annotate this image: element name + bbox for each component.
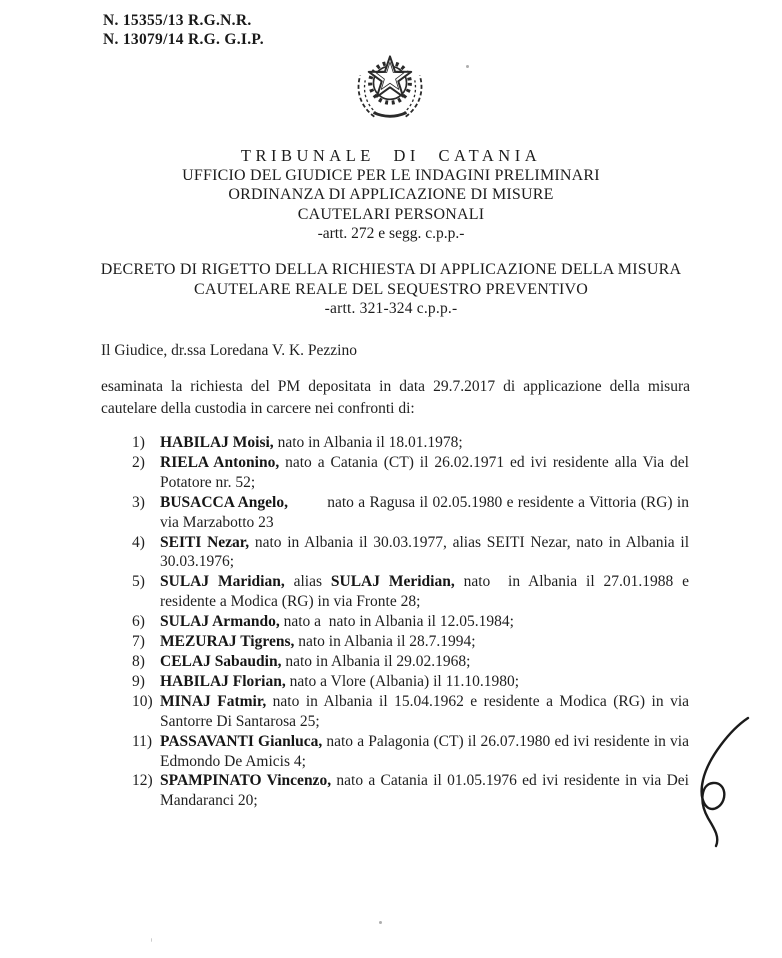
- defendant-number: 4): [132, 533, 145, 551]
- case-number-block: [103, 11, 264, 49]
- defendant-name: SULAJ Maridian,: [160, 573, 285, 591]
- articles-reference-321-324: -artt. 321-324 c.p.p.-: [324, 300, 458, 317]
- defendant-text: [160, 673, 519, 690]
- defendant-name: MEZURAJ Tigrens,: [160, 633, 295, 651]
- court-header: [0, 146, 782, 244]
- defendant-item: [132, 612, 689, 632]
- defendant-number: 5): [132, 573, 145, 591]
- judge-line: Il Giudice, dr.ssa Loredana V. K. Pezzino: [101, 342, 357, 359]
- defendant-number: 2): [132, 453, 145, 471]
- defendant-text: [160, 693, 689, 730]
- defendant-details: nato a Ragusa il 02.05.1980 e residente a Vittoria (RG) in via Marzabotto 23: [160, 493, 689, 531]
- defendant-item: [132, 433, 689, 453]
- scan-speck: [466, 65, 469, 68]
- defendant-item: [132, 572, 689, 612]
- defendant-number: 3): [132, 493, 145, 511]
- defendant-item: [132, 533, 689, 573]
- intro-paragraph: esaminata la richiesta del PM depositata in data 29.7.2017 di applicazione della misura cautelare della custodia in carcere nei confronti di:: [101, 378, 690, 417]
- case-number-rgnr: N. 15355/13 R.G.N.R.: [103, 12, 252, 29]
- ordinance-line: ORDINANZA DI APPLICAZIONE DI MISURE: [228, 186, 554, 203]
- defendant-details: nato a Palagonia (CT) il 26.07.1980 ed ivi residente in via Edmondo De Amicis 4;: [160, 732, 689, 770]
- handwritten-pen-mark: [686, 714, 766, 854]
- defendant-name: BUSACCA Angelo,: [160, 493, 288, 511]
- defendant-name: HABILAJ Florian,: [160, 672, 286, 690]
- defendant-name: RIELA Antonino,: [160, 453, 280, 471]
- defendant-number: 9): [132, 672, 145, 690]
- articles-reference-272: -artt. 272 e segg. c.p.p.-: [317, 225, 465, 242]
- defendant-details: nato in Albania il 30.03.1977, alias SEITI Nezar, nato in Albania il 30.03.1976;: [160, 533, 689, 571]
- defendant-item: [132, 732, 689, 772]
- defendant-text: [160, 633, 476, 650]
- defendant-name: SULAJ Meridian,: [330, 573, 455, 591]
- defendant-name: MINAJ Fatmir,: [160, 692, 267, 710]
- defendant-details: nato a nato in Albania il 12.05.1984;: [279, 613, 514, 631]
- defendant-text: [160, 573, 689, 610]
- defendant-text: [160, 653, 470, 670]
- defendant-text: [160, 494, 689, 531]
- defendant-number: 10): [132, 692, 153, 710]
- defendant-details: nato in Albania il 18.01.1978;: [273, 434, 463, 451]
- defendant-name: HABILAJ Moisi,: [160, 434, 274, 451]
- decree-title-line2: CAUTELARE REALE DEL SEQUESTRO PREVENTIVO: [193, 280, 589, 298]
- defendant-details: nato in Albania il 27.01.1988 e residente a Modica (RG) in via Fronte 28;: [160, 573, 690, 611]
- defendant-number: 6): [132, 613, 145, 631]
- defendant-number: 11): [132, 732, 153, 750]
- defendant-text: [160, 534, 689, 571]
- defendant-text: [160, 733, 689, 770]
- defendant-text: [160, 454, 689, 491]
- defendants-list: [132, 433, 689, 811]
- court-office-line: UFFICIO DEL GIUDICE PER LE INDAGINI PRELIMINARI: [182, 166, 600, 184]
- defendant-details: nato a Catania (CT) il 26.02.1971 ed ivi residente alla Via del Potatore nr. 52;: [160, 453, 689, 491]
- decree-title-line1: DECRETO DI RIGETTO DELLA RICHIESTA DI APPLICAZIONE DELLA MISURA: [100, 261, 682, 278]
- defendant-text: [160, 772, 689, 809]
- defendant-details: nato a Vlore (Albania) il 11.10.1980;: [285, 672, 520, 690]
- defendant-text: [160, 434, 463, 451]
- defendant-item: [132, 672, 689, 692]
- defendant-number: 12): [132, 772, 153, 790]
- italian-republic-emblem-icon: [348, 44, 432, 125]
- defendant-number: 7): [132, 633, 145, 651]
- defendant-name: SULAJ Armando,: [160, 613, 280, 631]
- defendant-item: [132, 771, 689, 811]
- defendant-item: [132, 493, 689, 533]
- defendant-number: 1): [132, 434, 145, 451]
- scan-speck: [151, 938, 152, 942]
- defendant-item: [132, 692, 689, 732]
- scan-speck: [379, 921, 382, 924]
- defendant-details: nato in Albania il 15.04.1962 e residente a Modica (RG) in via Santorre Di Santarosa 25;: [160, 692, 690, 730]
- defendant-name: SEITI Nezar,: [160, 533, 250, 551]
- defendant-details: alias: [284, 573, 331, 591]
- decree-header: [0, 260, 782, 319]
- defendant-details: nato in Albania il 29.02.1968;: [281, 652, 471, 670]
- defendant-number: 8): [132, 652, 145, 670]
- defendant-item: [132, 652, 689, 672]
- case-number-rg-gip: N. 13079/14 R.G. G.I.P.: [103, 31, 264, 48]
- cautelari-line: CAUTELARI PERSONALI: [297, 205, 485, 223]
- defendant-text: [160, 613, 514, 630]
- defendant-details: nato in Albania il 28.7.1994;: [294, 633, 476, 651]
- court-name: TRIBUNALE DI CATANIA: [240, 146, 542, 165]
- defendant-details: nato a Catania il 01.05.1976 ed ivi residente in via Dei Mandaranci 20;: [160, 772, 689, 810]
- defendant-name: PASSAVANTI Gianluca,: [160, 732, 323, 750]
- defendant-item: [132, 453, 689, 493]
- defendant-name: SPAMPINATO Vincenzo,: [160, 772, 332, 790]
- defendant-name: CELAJ Sabaudin,: [160, 652, 282, 670]
- defendant-item: [132, 632, 689, 652]
